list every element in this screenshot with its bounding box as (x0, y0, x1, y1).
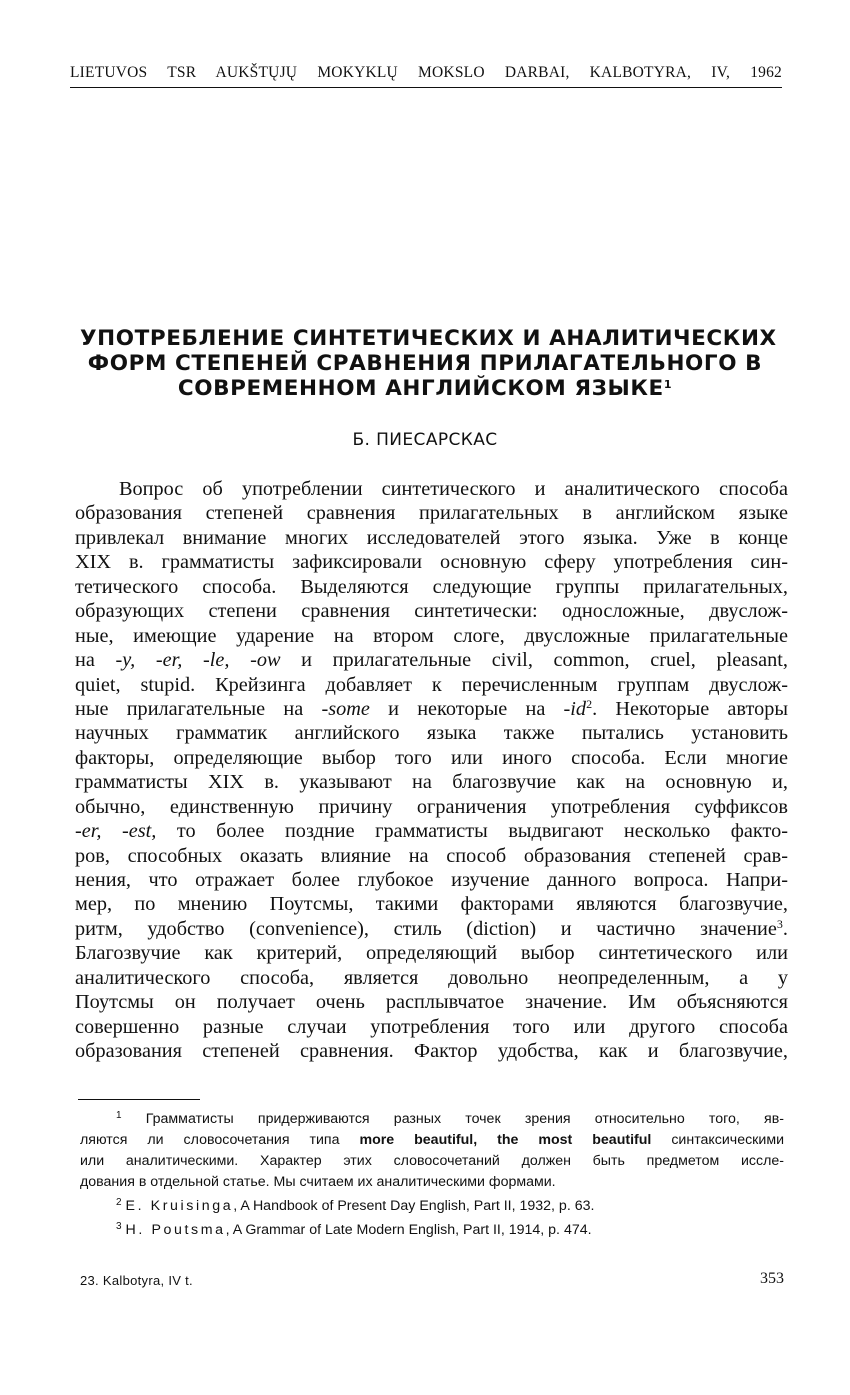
footnote-3 (80, 1220, 784, 1241)
printer-signature: 23. Kalbotyra, IV t. (80, 1273, 193, 1288)
footnote-2-mark: 2 (116, 1197, 122, 1208)
body-line: обычно, единственную причину ограничения употребления суффиксов (75, 795, 788, 818)
footnote-text: синтаксическими (651, 1132, 784, 1148)
body-line (75, 917, 788, 941)
article-title (80, 326, 777, 401)
title-line-2: ФОРМ СТЕПЕНЕЙ СРАВНЕНИЯ ПРИЛАГАТЕЛЬНОГО В (87, 351, 763, 376)
suffix-ow: -ow (250, 649, 281, 672)
suffix-er: -er, (155, 649, 183, 672)
footnote-rule (78, 1099, 200, 1100)
footnote-3-mark: 3 (116, 1221, 122, 1232)
body-paragraph (75, 477, 788, 1064)
body-line (75, 819, 788, 843)
body-text: на (75, 649, 116, 672)
title-footnote-mark[interactable]: 1 (663, 378, 673, 391)
footnote-ref-2[interactable]: 2 (586, 696, 593, 711)
suffix-y: -y, (115, 649, 136, 672)
body-text: . Некоторые авторы (592, 697, 788, 720)
body-line: образования степеней сравнения. Фактор удобства, как и благозвучие, (75, 1040, 788, 1063)
body-line: грамматисты XIX в. указывают на благозвучие как на основную и, (75, 771, 788, 794)
body-line: привлекал внимание многих исследователей этого языка. Уже в конце (75, 526, 788, 549)
suffix-le: -le, (202, 649, 230, 672)
body-text: . (782, 917, 788, 940)
footnotes (80, 1109, 784, 1241)
body-line: ров, способных оказать влияние на способ образования степеней срав- (75, 844, 788, 867)
body-line: Поутсмы он получает очень расплывчатое значение. Им объясняются (75, 991, 788, 1014)
title-line-3 (80, 376, 770, 401)
body-line: Вопрос об употреблении синтетического и аналитического способа (119, 478, 788, 500)
body-text: ные прилагательные на (75, 697, 322, 720)
body-line: нения, что отражает более глубокое изучение данного вопроса. Напри- (75, 869, 788, 891)
title-line-1: УПОТРЕБЛЕНИЕ СИНТЕТИЧЕСКИХ И АНАЛИТИЧЕСКИХ (80, 326, 777, 351)
footnote-2-author: E. Kruisinga (125, 1198, 234, 1214)
running-head-rule (70, 87, 782, 88)
suffix-id: -id (563, 697, 587, 720)
suffix-some: -some (321, 697, 370, 720)
body-line: совершенно разные случаи употребления того или другого способа (75, 1015, 788, 1038)
body-text: и прилагательные civil, common, cruel, pleasant, (280, 649, 788, 672)
footnote-text: Грамматисты придерживаются разных точек зрения относительно того, яв- (145, 1111, 784, 1127)
body-text: и некоторые на (369, 697, 564, 720)
body-text: ритм, удобство (convenience), стиль (diction) и частично значение (75, 917, 777, 940)
footnote-2 (80, 1196, 784, 1217)
body-line: научных грамматик английского языка также пытались установить (75, 722, 788, 745)
footnote-1-line: дования в отдельной статье. Мы считаем их аналитическими формами. (80, 1174, 556, 1190)
body-text: то более поздние грамматисты выдвигают несколько факто- (156, 820, 788, 843)
author-name: Б. ПИЕСАРСКАС (352, 430, 498, 450)
body-line: Благозвучие как критерий, определяющий выбор синтетического или (75, 942, 788, 965)
footnote-1-mark: 1 (116, 1110, 122, 1121)
footnote-2-citation: , A Handbook of Present Day English, Part II, 1932, p. 63. (233, 1198, 595, 1214)
body-line: quiet, stupid. Крейзинга добавляет к перечисленным группам двуслож- (75, 673, 788, 696)
footnote-text: ляются ли словосочетания типа (80, 1132, 360, 1148)
body-line: ные, имеющие ударение на втором слоге, двусложные прилагательные (75, 624, 788, 647)
footnote-3-author: H. Poutsma (125, 1222, 226, 1238)
body-line: факторы, определяющие выбор того или иного способа. Если многие (75, 746, 788, 769)
body-line: XIX в. грамматисты зафиксировали основную сферу употребления син- (75, 551, 788, 574)
page-number: 353 (760, 1270, 784, 1287)
body-line: мер, по мнению Поутсмы, такими факторами являются благозвучие, (75, 893, 788, 916)
body-line (75, 648, 788, 672)
footnote-example: more beautiful, the most beautiful (359, 1132, 652, 1148)
footnote-1-line (80, 1109, 784, 1130)
footnote-ref-3[interactable]: 3 (776, 916, 783, 931)
title-line-3-text: СОВРЕМЕННОМ АНГЛИЙСКОМ ЯЗЫКЕ (177, 376, 664, 401)
footnote-1-line: или аналитическими. Характер этих словосочетаний должен быть предметом иссле- (80, 1153, 784, 1169)
body-line (75, 697, 788, 721)
suffix-er-est: -er, -est, (75, 820, 157, 843)
body-line: тетического способа. Выделяются следующие группы прилагательных, (75, 575, 788, 598)
footnote-3-citation: , A Grammar of Late Modern English, Part II, 1914, p. 474. (225, 1222, 592, 1238)
footnote-1-line (80, 1130, 784, 1151)
body-line: образующих степени сравнения синтетически: односложные, двуслож- (75, 600, 788, 623)
running-head: LIETUVOS TSR AUKŠTŲJŲ MOKYKLŲ MOKSLO DARBAI, KALBOTYRA, IV, 1962 (70, 64, 782, 81)
body-line: образования степеней сравнения прилагательных в английском языке (75, 502, 788, 525)
body-line: аналитического способа, является довольно неопределенным, а у (75, 966, 788, 989)
